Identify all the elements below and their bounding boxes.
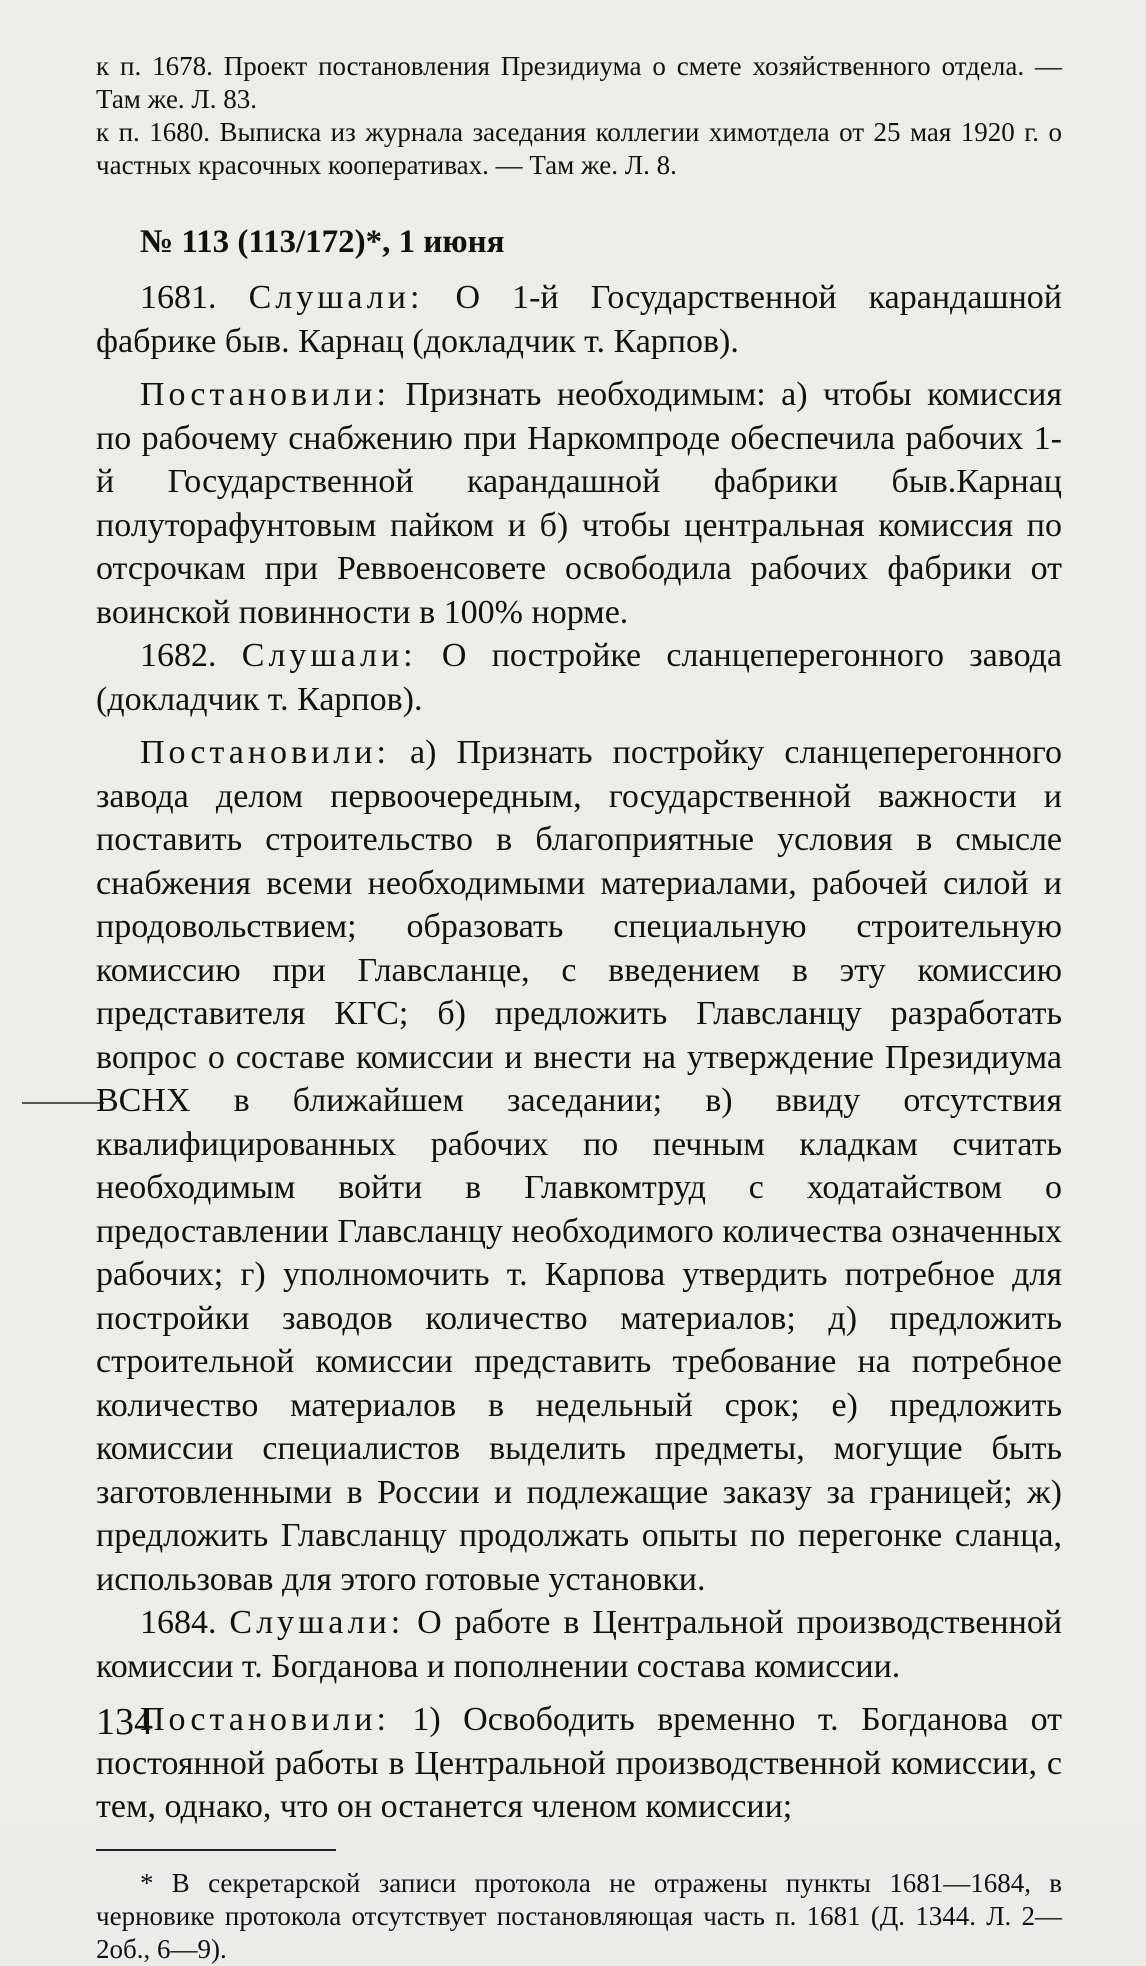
item-number: 1684. xyxy=(140,1604,217,1641)
resolved-text: а) Признать постройку сланцеперегонного завода делом первоочередным, государственной важности и поставить строительство в благоприятные условия в смысле снабжения всеми необходимыми материалами, рабочей силой и продовольствием; образовать специальную строительную комиссию при Главсланце, с введением в эту комиссию представителя КГС; б) предложить Главсланцу разработать вопрос о составе комиссии и внести на утверждение Президиума ВСНХ в ближайшем заседании; в) ввиду отсутствия квалифицированных рабочих по печным кладкам считать необходимым войти в Главкомтруд с ходатайством о предоставлении Главсланцу необходимого количества означенных рабочих; г) уполномочить т. Карпова утвердить потребное для постройки заводов количество материалов; д) предложить строительной комиссии представить требование на потребное количество материалов в недельный срок; е) предложить комиссии специалистов выделить предметы, могущие быть заготовленными в России и подлежащие заказу за границей; ж) предложить Главсланцу продолжать опыты по перегонке сланца, использовав для этого готовые установки. xyxy=(96,734,1062,1598)
resolved-text: 1) Освободить временно т. Богданова от постоянной работы в Центральной производственной комиссии, с тем, однако, что он останется членом комиссии; xyxy=(96,1701,1062,1825)
heard-text: О работе в Центральной производственной комиссии т. Богданова и пополнении состава комиссии. xyxy=(96,1604,1063,1685)
resolved-label: Постановили: xyxy=(140,376,390,413)
item-1681-resolved xyxy=(96,373,1062,634)
heard-label: Слушали: xyxy=(229,1604,405,1641)
previous-notes xyxy=(96,50,1062,182)
heard-label: Слушали: xyxy=(248,279,424,316)
item-1684-heard xyxy=(96,1601,1062,1688)
item-1681-heard xyxy=(96,276,1062,363)
protocol-heading: № 113 (113/172)*, 1 июня xyxy=(140,224,505,260)
note-1680: к п. 1680. Выписка из журнала заседания коллегии химотдела от 25 мая 1920 г. о частных красочных кооперативах. — Там же. Л. 8. xyxy=(96,117,1062,180)
margin-mark xyxy=(22,1102,104,1104)
text-column xyxy=(96,50,1062,1966)
heard-text: О 1-й Государственной карандашной фабрике быв. Карнац (докладчик т. Карпов). xyxy=(96,279,1062,360)
page-number: 134 xyxy=(96,1701,153,1743)
protocol-body xyxy=(96,276,1062,1829)
resolved-text: Признать необходимым: а) чтобы комиссия по рабочему снабжению при Наркомпроде обеспечила рабочих 1-й Государственной карандашной фабрики быв.Карнац полуторафунтовым пайком и б) чтобы центральная комиссия по отсрочкам при Реввоенсовете освободила рабочих фабрики от воинской повинности в 100% норме. xyxy=(96,376,1063,631)
note-1678: к п. 1678. Проект постановления Президиума о смете хозяйственного отдела. — Там же. Л. 83. xyxy=(96,51,1062,114)
item-1684-resolved xyxy=(96,1698,1062,1829)
resolved-label: Постановили: xyxy=(140,1701,390,1738)
heard-text: О постройке сланцеперегонного завода (докладчик т. Карпов). xyxy=(96,637,1062,718)
footnote-text: * В секретарской записи протокола не отражены пункты 1681—1684, в черновике протокола отсутствует постановляющая часть п. 1681 (Д. 1344. Л. 2—2об., 6—9). xyxy=(96,1867,1062,1964)
heard-label: Слушали: xyxy=(241,637,417,674)
item-number: 1682. xyxy=(140,637,217,674)
item-number: 1681. xyxy=(140,279,217,316)
resolved-label: Постановили: xyxy=(140,734,390,771)
item-1682-resolved xyxy=(96,731,1062,1601)
item-1682-heard xyxy=(96,634,1062,721)
footnote xyxy=(96,1867,1062,1966)
footnote-rule xyxy=(96,1849,336,1851)
